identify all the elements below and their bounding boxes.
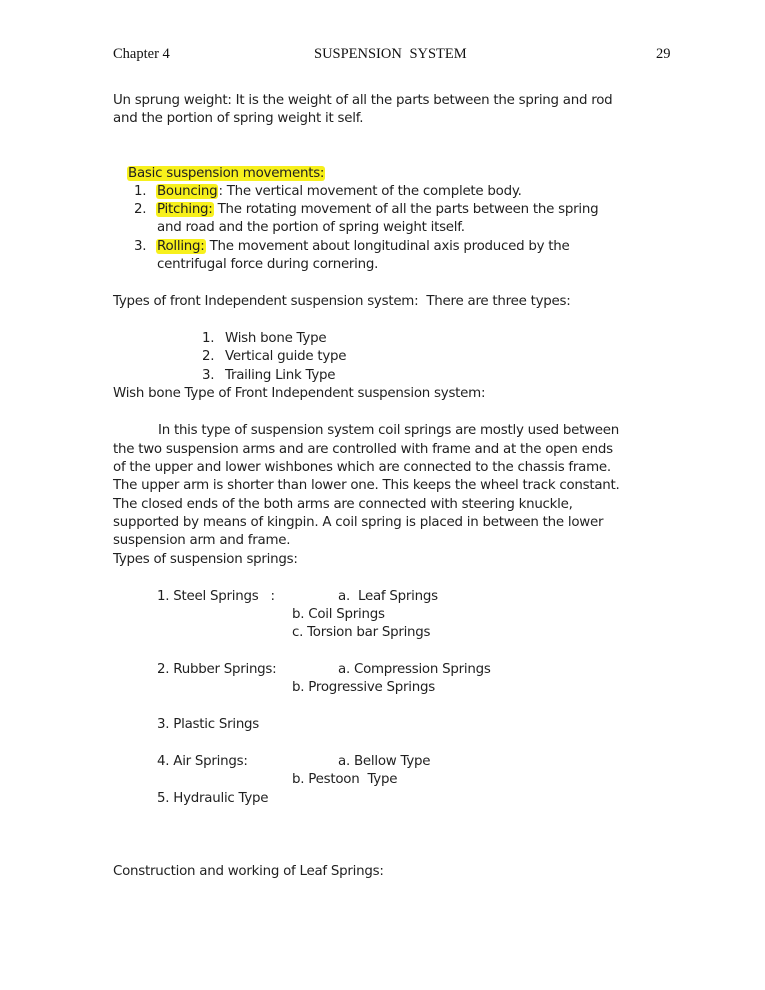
movement-item: [134, 238, 570, 256]
paragraph-line: suspension arm and frame.: [113, 533, 291, 548]
spring-group-label: 1. Steel Springs :: [157, 589, 275, 604]
wishbone-heading: Wish bone Type of Front Independent suspension system:: [113, 386, 486, 401]
spring-subtype: c. Torsion bar Springs: [292, 625, 431, 640]
list-number: 1.: [202, 331, 215, 346]
type-text: Trailing Link Type: [225, 368, 336, 383]
list-number: 1.: [134, 184, 147, 199]
type-item: [202, 367, 335, 385]
movement-continuation: and road and the portion of spring weight itself.: [157, 220, 465, 235]
springs-heading: Types of suspension springs:: [113, 552, 298, 567]
front-independent-intro: Types of front Independent suspension system: There are three types:: [113, 294, 571, 309]
term-bouncing: Bouncing: [157, 184, 218, 199]
spring-subtype: b. Coil Springs: [292, 607, 385, 622]
list-number: 2.: [202, 349, 215, 364]
movement-continuation: centrifugal force during cornering.: [157, 257, 379, 272]
type-item: [202, 348, 346, 366]
paragraph-line: the two suspension arms and are controlled with frame and at the open ends: [113, 442, 613, 457]
movement-item: [134, 183, 522, 201]
spring-group-label: 3. Plastic Srings: [157, 717, 260, 732]
paragraph-line: In this type of suspension system coil springs are mostly used between: [158, 423, 619, 438]
list-number: 3.: [202, 368, 215, 383]
spring-subtype: a. Leaf Springs: [338, 589, 438, 604]
list-number: 3.: [134, 239, 147, 254]
page-number: 29: [656, 46, 671, 62]
spring-group-label: 4. Air Springs:: [157, 754, 248, 769]
leaf-springs-heading: Construction and working of Leaf Springs:: [113, 864, 384, 879]
term-pitching: Pitching:: [157, 202, 213, 217]
paragraph-line: of the upper and lower wishbones which are connected to the chassis frame.: [113, 460, 611, 475]
spring-subtype: a. Bellow Type: [338, 754, 431, 769]
paragraph-line: The upper arm is shorter than lower one. This keeps the wheel track constant.: [113, 478, 620, 493]
paragraph-line: supported by means of kingpin. A coil spring is placed in between the lower: [113, 515, 604, 530]
list-number: 2.: [134, 202, 147, 217]
movement-text: The vertical movement of the complete body.: [222, 184, 522, 199]
spring-subtype: a. Compression Springs: [338, 662, 491, 677]
movement-item: [134, 201, 598, 219]
term-rolling: Rolling:: [157, 239, 205, 254]
spring-group-label: 2. Rubber Springs:: [157, 662, 277, 677]
movement-text: The movement about longitudinal axis produced by the: [205, 239, 570, 254]
highlighted-heading: Basic suspension movements:: [128, 166, 325, 181]
paragraph-line: The closed ends of the both arms are connected with steering knuckle,: [113, 497, 573, 512]
intro-line: and the portion of spring weight it self.: [113, 111, 364, 126]
movement-text: The rotating movement of all the parts between the spring: [213, 202, 599, 217]
type-text: Vertical guide type: [225, 349, 347, 364]
term-separator: :: [218, 184, 223, 199]
spring-subtype: b. Progressive Springs: [292, 680, 435, 695]
intro-line: Un sprung weight: It is the weight of all the parts between the spring and rod: [113, 93, 613, 108]
type-item: [202, 330, 326, 348]
spring-subtype: b. Pestoon Type: [292, 772, 398, 787]
running-title: SUSPENSION SYSTEM: [314, 46, 467, 62]
type-text: Wish bone Type: [225, 331, 327, 346]
chapter-label: Chapter 4: [113, 46, 170, 62]
spring-group-label: 5. Hydraulic Type: [157, 791, 269, 806]
